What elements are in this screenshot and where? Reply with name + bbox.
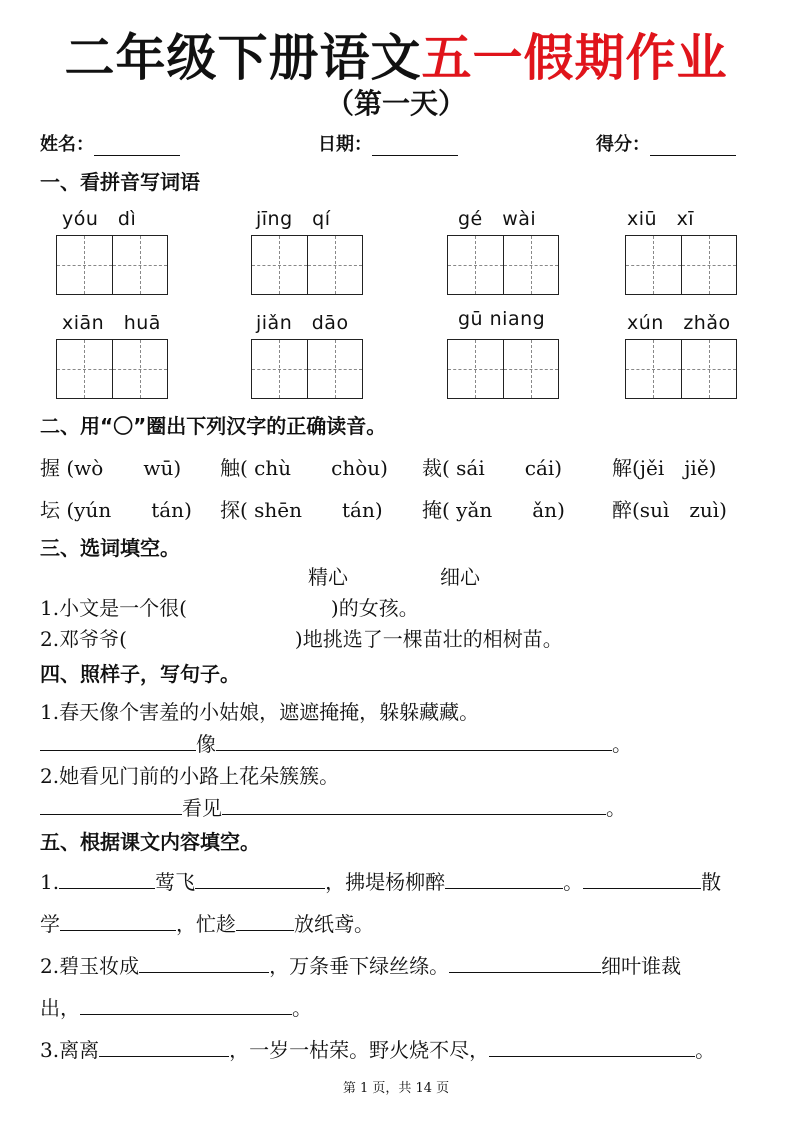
poem-line bbox=[40, 908, 374, 937]
text: 1. bbox=[40, 870, 60, 894]
section4-heading: 四、照样子，写句子。 bbox=[40, 662, 240, 686]
text: 放纸鸢。 bbox=[294, 912, 374, 936]
fill-question-2 bbox=[40, 623, 563, 652]
example-sentence: 2.她看见门前的小路上花朵簇簇。 bbox=[40, 764, 340, 788]
q1-start: 1.小文是一个很( bbox=[40, 596, 187, 620]
reading-options[interactable]: (suì zuì) bbox=[632, 498, 727, 522]
blank[interactable] bbox=[449, 954, 601, 973]
date-blank[interactable] bbox=[372, 135, 458, 156]
reading-char: 坛 bbox=[40, 498, 60, 522]
text: ，忙趁 bbox=[176, 912, 236, 936]
q2-end: )地挑选了一棵苗壮的相树苗。 bbox=[294, 627, 563, 651]
blank[interactable] bbox=[195, 870, 325, 889]
title-red: 五一假期作业 bbox=[421, 29, 728, 87]
poem-line bbox=[40, 950, 681, 979]
reading-item[interactable] bbox=[612, 494, 727, 523]
blank[interactable] bbox=[222, 796, 606, 815]
blank[interactable] bbox=[80, 996, 292, 1015]
score-field[interactable] bbox=[596, 130, 736, 156]
poem-line bbox=[40, 992, 312, 1021]
section1-heading: 一、看拼音写词语 bbox=[40, 170, 200, 194]
text: ，万条垂下绿丝绦。 bbox=[269, 954, 450, 978]
text: 。 bbox=[695, 1038, 716, 1062]
section5-heading: 五、根据课文内容填空。 bbox=[40, 830, 260, 854]
blank[interactable] bbox=[99, 1038, 229, 1057]
text: 细叶谁裁 bbox=[601, 954, 682, 978]
reading-options[interactable]: (yún tán) bbox=[66, 498, 192, 522]
imitate-line-1 bbox=[40, 728, 632, 757]
blank[interactable] bbox=[216, 732, 612, 751]
blank[interactable] bbox=[139, 954, 269, 973]
title-black: 二年级下册语文 bbox=[64, 29, 422, 87]
name-field[interactable] bbox=[40, 130, 180, 156]
word-choice: 精心 bbox=[308, 565, 348, 589]
writing-grid[interactable] bbox=[251, 235, 363, 295]
fill-question-1 bbox=[40, 592, 419, 621]
text: 出， bbox=[40, 996, 80, 1020]
pinyin-word: xiān huā bbox=[62, 312, 161, 334]
reading-item[interactable] bbox=[422, 494, 565, 523]
text: 。 bbox=[563, 870, 584, 894]
writing-grid[interactable] bbox=[625, 339, 737, 399]
period: 。 bbox=[612, 732, 632, 756]
text: 莺飞 bbox=[155, 870, 196, 894]
reading-options[interactable]: ( shēn tán) bbox=[240, 498, 383, 522]
reading-char: 触 bbox=[220, 456, 240, 480]
poem-line bbox=[40, 866, 721, 895]
blank[interactable] bbox=[40, 796, 182, 815]
pinyin-word: yóu dì bbox=[62, 208, 137, 230]
reading-char: 醉 bbox=[612, 498, 632, 522]
reading-options[interactable]: ( sái cái) bbox=[442, 456, 563, 480]
reading-item[interactable] bbox=[422, 452, 562, 481]
text: ，一岁一枯荣。野火烧不尽， bbox=[229, 1038, 490, 1062]
reading-char: 解 bbox=[612, 456, 632, 480]
writing-grid[interactable] bbox=[56, 339, 168, 399]
q2-start: 2.邓爷爷( bbox=[40, 627, 127, 651]
blank[interactable] bbox=[60, 912, 176, 931]
reading-item[interactable] bbox=[40, 452, 181, 481]
reading-item[interactable] bbox=[612, 452, 716, 481]
score-label: 得分： bbox=[596, 134, 650, 155]
writing-grid[interactable] bbox=[56, 235, 168, 295]
blank[interactable] bbox=[445, 870, 563, 889]
date-label: 日期： bbox=[318, 134, 372, 155]
imitate-line-2 bbox=[40, 792, 626, 821]
pinyin-word: jiǎn dāo bbox=[256, 312, 349, 334]
reading-item[interactable] bbox=[220, 494, 383, 523]
reading-options[interactable]: (wò wū) bbox=[66, 456, 182, 480]
reading-item[interactable] bbox=[220, 452, 388, 481]
reading-options[interactable]: ( yǎn ǎn) bbox=[442, 498, 565, 522]
date-field[interactable] bbox=[318, 130, 458, 156]
blank[interactable] bbox=[489, 1038, 695, 1057]
text: ，拂堤杨柳醉 bbox=[325, 870, 446, 894]
writing-grid[interactable] bbox=[447, 235, 559, 295]
pinyin-word: jīng qí bbox=[256, 208, 331, 230]
page-subtitle: （第一天） bbox=[325, 87, 466, 120]
text: 3.离离 bbox=[40, 1038, 100, 1062]
text: 。 bbox=[292, 996, 312, 1020]
reading-options[interactable]: ( chù chòu) bbox=[240, 456, 388, 480]
section3-heading: 三、选词填空。 bbox=[40, 536, 180, 560]
reading-item[interactable] bbox=[40, 494, 192, 523]
poem-line bbox=[40, 1034, 715, 1063]
example-sentence: 1.春天像个害羞的小姑娘，遮遮掩掩，躲躲藏藏。 bbox=[40, 700, 480, 724]
writing-grid[interactable] bbox=[251, 339, 363, 399]
reading-options[interactable]: (jěi jiě) bbox=[632, 456, 717, 480]
blank[interactable] bbox=[40, 732, 196, 751]
reading-char: 握 bbox=[40, 456, 60, 480]
reading-char: 掩 bbox=[422, 498, 442, 522]
pinyin-word: gū niang bbox=[458, 308, 546, 330]
pinyin-word: xiū xī bbox=[627, 208, 695, 230]
text: 2.碧玉妆成 bbox=[40, 954, 140, 978]
keyword: 像 bbox=[196, 732, 216, 756]
page-title bbox=[0, 28, 792, 88]
name-label: 姓名： bbox=[40, 134, 94, 155]
writing-grid[interactable] bbox=[447, 339, 559, 399]
keyword: 看见 bbox=[182, 796, 222, 820]
text: 散 bbox=[701, 870, 722, 894]
blank[interactable] bbox=[583, 870, 701, 889]
reading-char: 探 bbox=[220, 498, 240, 522]
blank[interactable] bbox=[59, 870, 155, 889]
section2-heading: 二、用“〇”圈出下列汉字的正确读音。 bbox=[40, 414, 387, 438]
name-blank[interactable] bbox=[94, 135, 180, 156]
writing-grid[interactable] bbox=[625, 235, 737, 295]
q1-end: )的女孩。 bbox=[330, 596, 419, 620]
period: 。 bbox=[606, 796, 626, 820]
blank[interactable] bbox=[236, 912, 294, 931]
word-choice: 细心 bbox=[440, 565, 480, 589]
score-blank[interactable] bbox=[650, 135, 736, 156]
text: 学 bbox=[40, 912, 60, 936]
pinyin-word: xún zhǎo bbox=[627, 312, 731, 334]
reading-char: 裁 bbox=[422, 456, 442, 480]
pinyin-word: gé wài bbox=[458, 208, 537, 230]
page-footer: 第 1 页，共 14 页 bbox=[342, 1081, 450, 1096]
